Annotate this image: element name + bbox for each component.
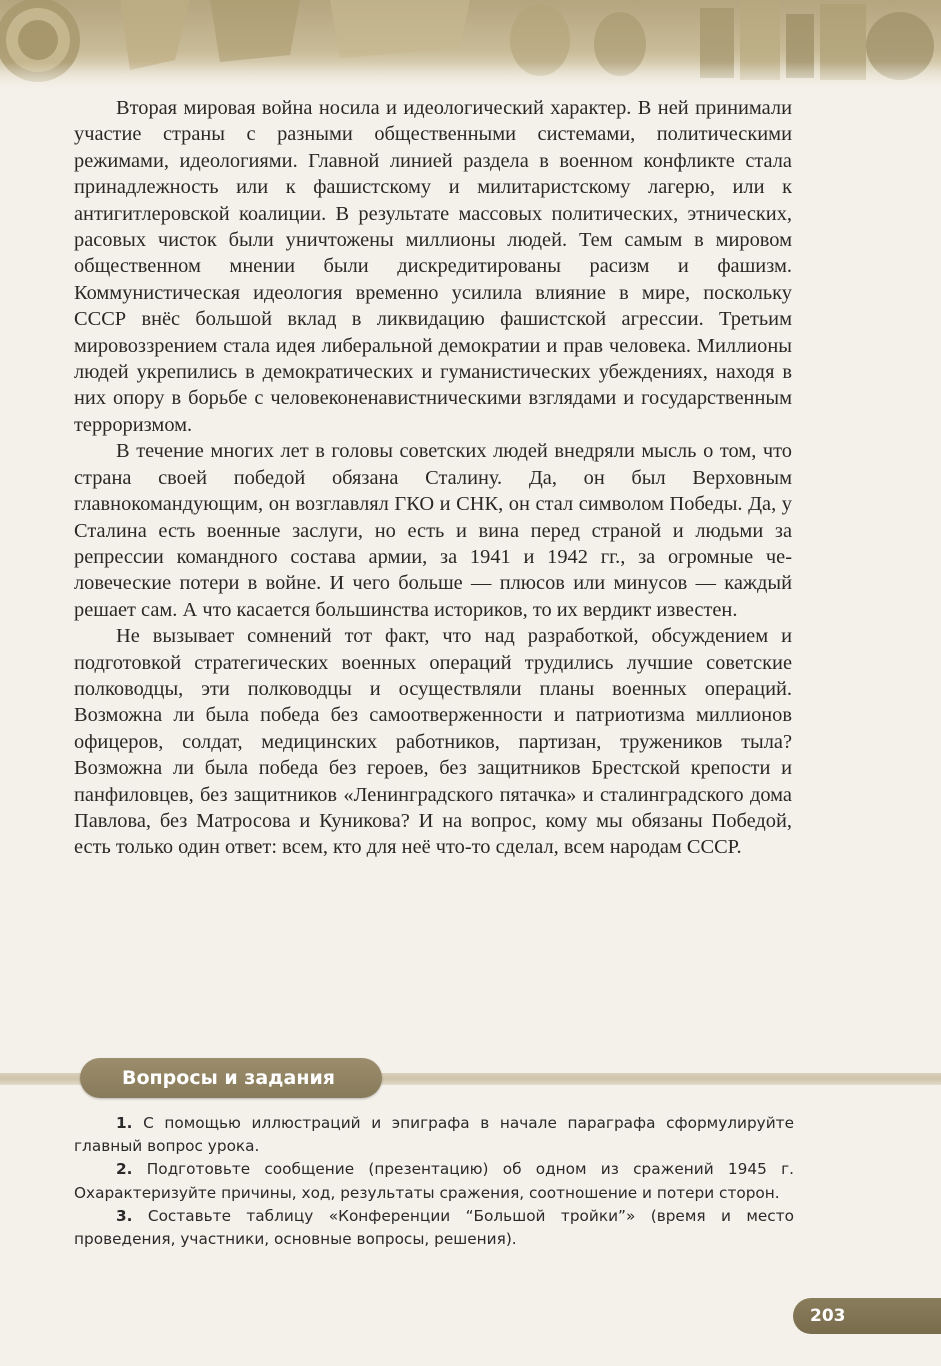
task-item [74,1158,794,1204]
task-item [74,1205,794,1251]
decorative-header-banner [0,0,941,92]
page-number: 203 [810,1306,846,1326]
task-number: 1. [116,1114,133,1132]
task-number: 2. [116,1160,133,1179]
section-title: Вопросы и задания [122,1067,335,1089]
task-text: Составьте таблицу «Конференции “Большой тройки”» (время и место проведения, участники, основные вопросы, решения). [74,1206,794,1249]
paragraph: Не вызывает сомнений тот факт, что над разработкой, обсуждением и подготовкой стратегических военных операций трудились лучшие советские полководцы, эти полководцы и осуществляли планы военных операций. Возможна ли была победа без самоотверженности и патриотизма миллионов офицеров, солдат, медицинских работников, партизан, тружеников тыла? Возможна ли была победа без героев, без защитников Брестской крепости и панфиловцев, без защитников «Ленинградского пятачка» и сталинградского дома Павлова, без Матросова и Куникова? И на вопрос, кому мы обязаны Победой, есть только один ответ: всем, кто для неё что-то сделал, всем народам СССР. [74,625,792,859]
task-number: 3. [116,1206,133,1225]
task-list [74,1112,794,1251]
main-text [74,95,792,861]
task-item [74,1112,794,1158]
task-text: С помощью иллюстраций и эпиграфа в начале параграфа сформулируйте главный вопрос урока. [74,1114,794,1156]
paragraph: Вторая мировая война носила и идеологический характер. В ней принимали участие страны с разными общественными системами, политическими режимами, идеологиями. Главной линией раздела в военном конфликте стала принадлежность или к фашистскому и милитаристскому лагерю, или к антигитлеровской коалиции. В результате массовых политических, этнических, расовых чисток были уничтожены миллионы людей. Тем самым в мировом общественном мнении были дискредитированы расизм и фашизм. Коммунистическая идеология временно усилила влияние в мире, поскольку СССР внёс большой вклад в ликвидацию фашистской агрессии. Третьим мировоззрением стала идея либеральной демократии и прав человека. Миллионы людей укрепились в демократических и гуманистических убеждениях, находя в них опору в борьбе с человеконенавистническими взглядами и государственным терроризмом. [74,97,792,436]
paragraph: В течение многих лет в головы советских людей внедряли мысль о том, что страна своей победой обязана Сталину. Да, он был Верховным главнокомандующим, он возглавлял ГКО и СНК, он стал символом Победы. Да, у Сталина есть военные заслуги, но есть и вина перед страной и людьми за репрессии командного состава армии, за 1941 и 1942 гг., за огромные человеческие потери в войне. И чего больше — плюсов или минусов — каждый решает сам. А что касается большинства историков, то их вердикт известен. [74,440,792,621]
task-text: Подготовьте сообщение (презентацию) об одном из сражений 1945 г. Охарактеризуйте причины, ход, результаты сражения, соотношение и потери сторон. [74,1160,794,1202]
header-illustration [0,0,941,92]
